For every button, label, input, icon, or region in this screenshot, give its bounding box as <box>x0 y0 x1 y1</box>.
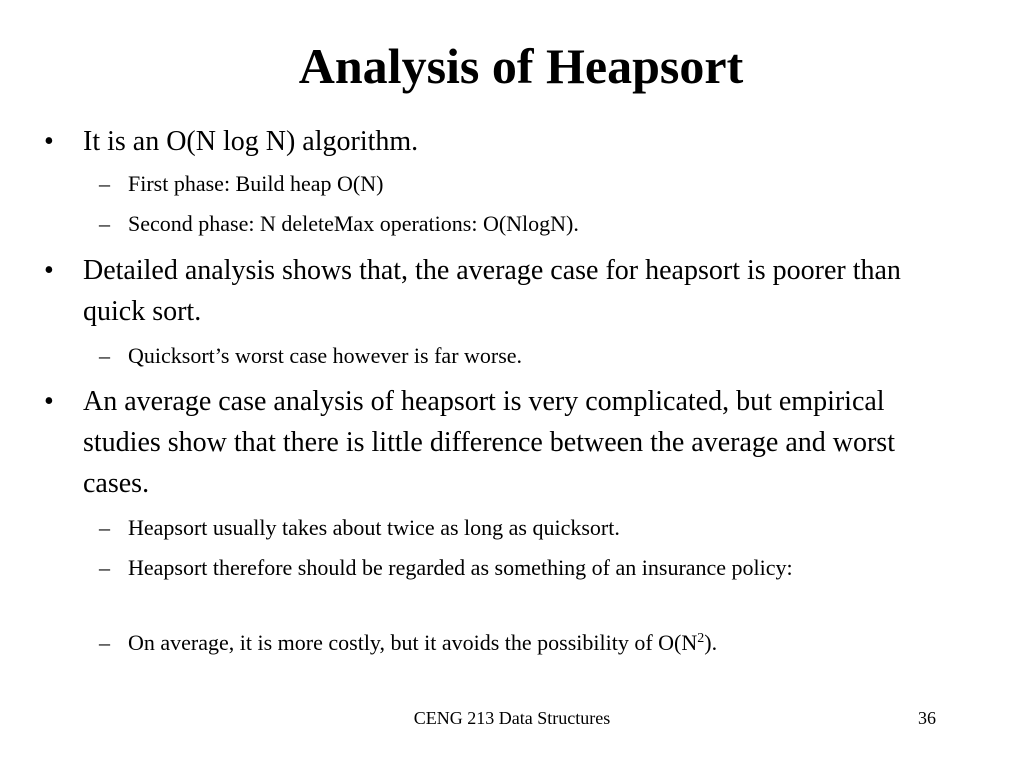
bullet-marker: • <box>44 255 54 286</box>
sub-bullet-text-end: ). <box>704 630 718 655</box>
sub-bullet-text <box>128 626 908 659</box>
sub-bullet-text: Heapsort usually takes about twice as long as quicksort. <box>128 515 620 540</box>
bullet-marker: • <box>44 126 54 157</box>
sub-bullet-marker: – <box>99 171 110 196</box>
superscript: 2 <box>697 631 705 646</box>
sub-bullet-marker: – <box>99 211 110 236</box>
slide-title: Analysis of Heapsort <box>298 38 744 94</box>
sub-bullet-text: Heapsort therefore should be regarded as something of an insurance policy: <box>128 555 793 580</box>
sub-bullet-marker: – <box>99 515 110 540</box>
sub-bullet-text-main: On average, it is more costly, but it avoids the possibility of O(N <box>128 630 698 655</box>
sub-bullet-marker: – <box>99 343 110 368</box>
bullet-text: An average case analysis of heapsort is very complicated, but empirical studies show that there is little difference between the average and worst cases. <box>83 386 895 499</box>
page-number: 36 <box>918 708 936 728</box>
sub-bullet-text: Quicksort’s worst case however is far worse. <box>128 343 523 368</box>
footer-course: CENG 213 Data Structures <box>413 708 611 728</box>
sub-bullet-text: First phase: Build heap O(N) <box>128 171 384 196</box>
sub-bullet-marker: – <box>99 630 110 655</box>
bullet-text: It is an O(N log N) algorithm. <box>83 126 419 157</box>
sub-bullet-text: Second phase: N deleteMax operations: O(NlogN). <box>128 211 579 236</box>
bullet-text: Detailed analysis shows that, the average case for heapsort is poorer than quick sort. <box>83 255 901 327</box>
bullet-marker: • <box>44 386 54 417</box>
sub-bullet-marker: – <box>99 555 110 580</box>
